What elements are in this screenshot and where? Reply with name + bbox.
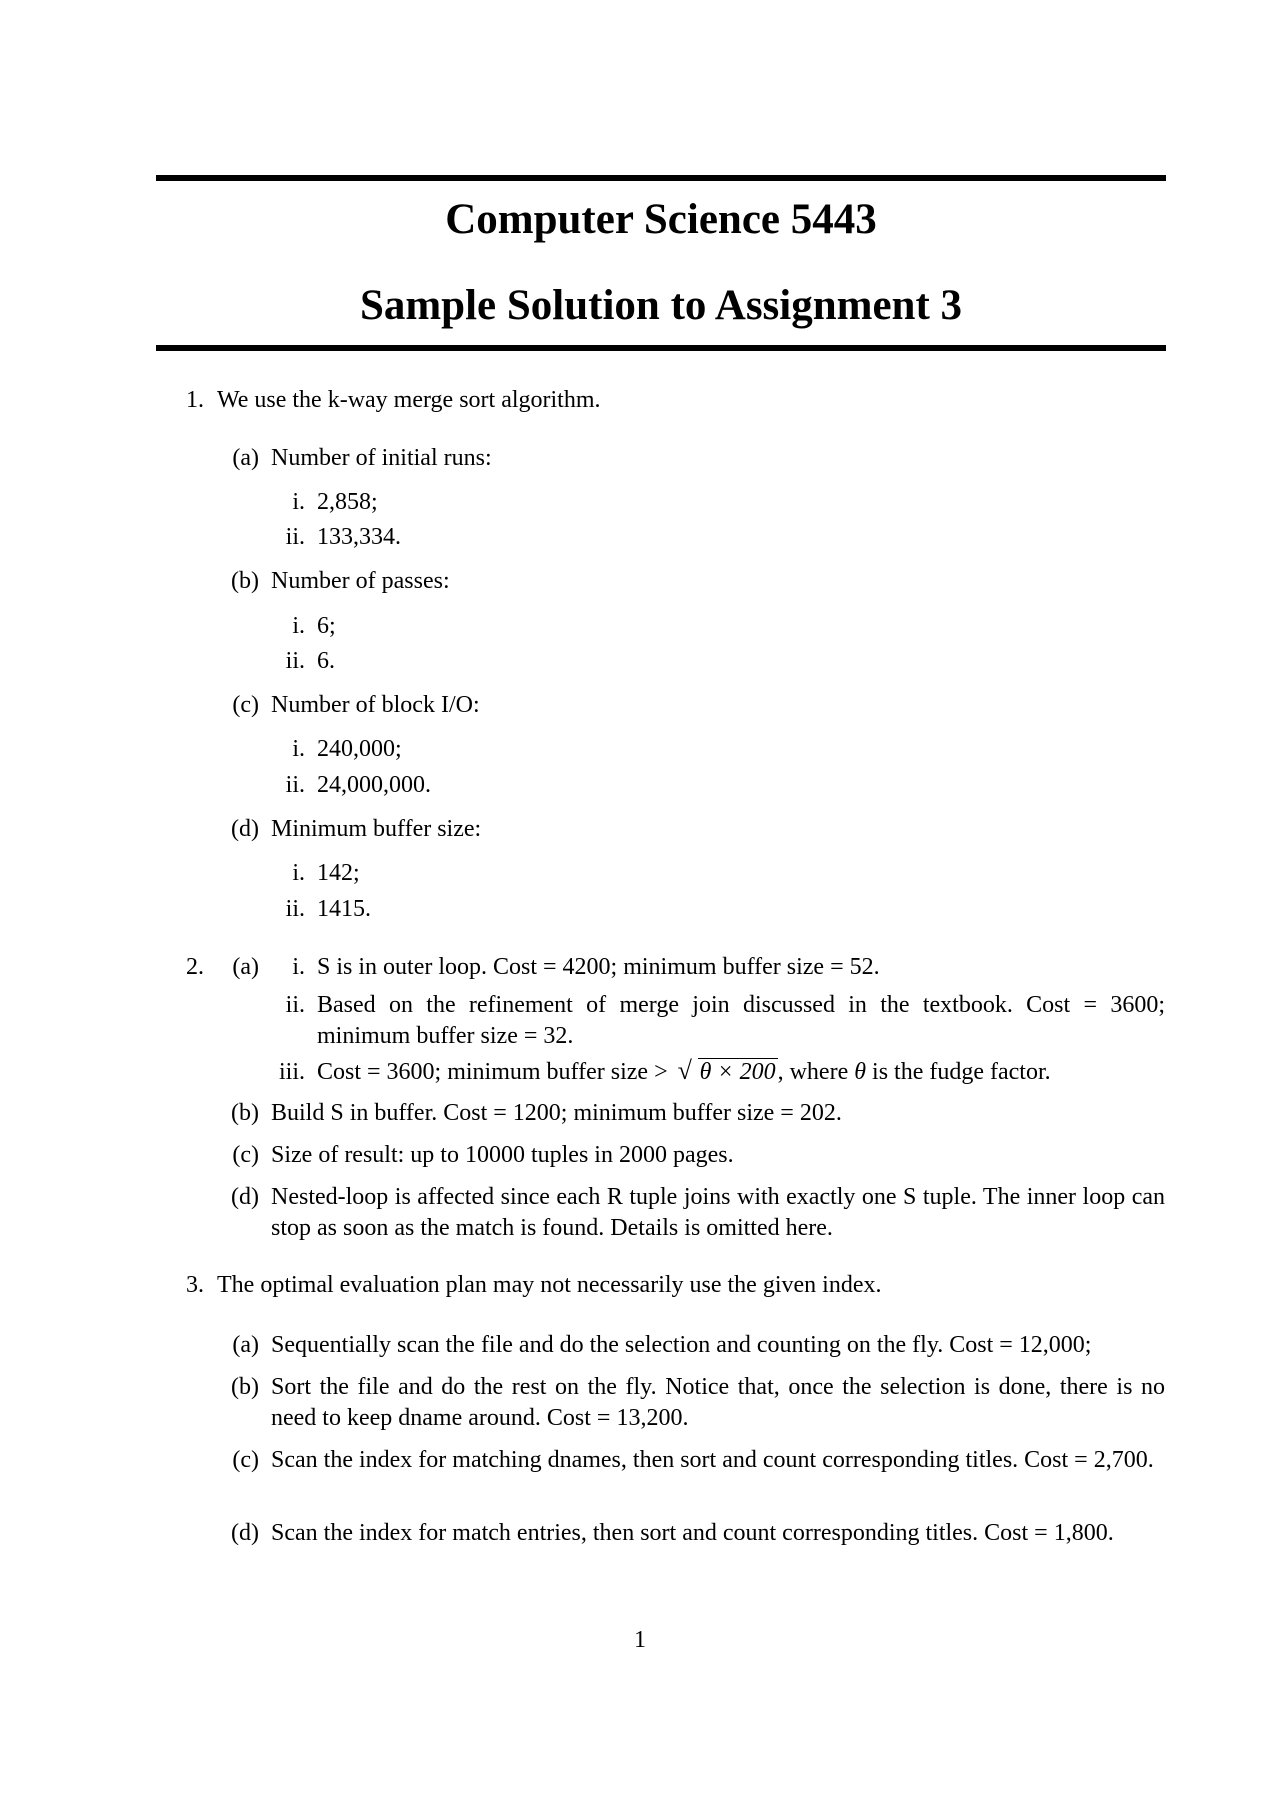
q2a-iii-text-before: Cost = 3600; minimum buffer size > bbox=[317, 1059, 668, 1085]
q2a-iii-label: iii. bbox=[278, 1059, 305, 1085]
top-rule bbox=[156, 175, 1166, 181]
q3b-text: Sort the file and do the rest on the fly. Notice that, once the selection is done, there is no need to keep dname around. Cost = 13,200. bbox=[271, 1374, 1165, 1431]
q1c-i-text: 240,000; bbox=[317, 736, 402, 762]
q2a-iii-text bbox=[317, 1057, 1051, 1088]
sqrt-symbol: √ bbox=[677, 1056, 692, 1085]
page-subtitle: Sample Solution to Assignment 3 bbox=[359, 282, 963, 329]
q1a-ii-text: 133,334. bbox=[317, 524, 401, 550]
q1d-text: Minimum buffer size: bbox=[271, 816, 482, 842]
q1a-ii-label: ii. bbox=[285, 524, 305, 550]
q2a-ii-label: ii. bbox=[285, 992, 305, 1018]
q1c-ii-label: ii. bbox=[285, 772, 305, 798]
q1a-i-label: i. bbox=[292, 489, 305, 515]
q1c-text: Number of block I/O: bbox=[271, 692, 480, 718]
q1c-label: (c) bbox=[232, 692, 259, 718]
q1-label: 1. bbox=[186, 387, 204, 413]
q1a-label: (a) bbox=[232, 445, 259, 471]
q2b-text: Build S in buffer. Cost = 1200; minimum buffer size = 202. bbox=[271, 1100, 842, 1126]
q1b-text: Number of passes: bbox=[271, 568, 450, 594]
q2a-label: (a) bbox=[232, 954, 259, 980]
q3d-text: Scan the index for match entries, then sort and count corresponding titles. Cost = 1,800. bbox=[271, 1520, 1114, 1546]
theta-symbol: θ bbox=[854, 1059, 867, 1085]
q3b-label: (b) bbox=[231, 1374, 259, 1400]
q1b-ii-label: ii. bbox=[285, 648, 305, 674]
q1d-i-label: i. bbox=[292, 860, 305, 886]
q1a-text: Number of initial runs: bbox=[271, 445, 492, 471]
q1d-ii-label: ii. bbox=[285, 896, 305, 922]
q2a-i-label: i. bbox=[292, 954, 305, 980]
q2a-iii-text-after: is the fudge factor. bbox=[872, 1059, 1051, 1085]
q2c-text: Size of result: up to 10000 tuples in 2000 pages. bbox=[271, 1142, 734, 1168]
page-title: Computer Science 5443 bbox=[445, 196, 877, 243]
q2d-text: Nested-loop is affected since each R tuple joins with exactly one S tuple. The inner loop can stop as soon as the match is found. Details is omitted here. bbox=[271, 1184, 1165, 1241]
q3a-text: Sequentially scan the file and do the selection and counting on the fly. Cost = 12,000; bbox=[271, 1332, 1092, 1358]
q1a-i-text: 2,858; bbox=[317, 489, 378, 515]
q2-label: 2. bbox=[186, 954, 204, 980]
q1b-i-text: 6; bbox=[317, 613, 336, 639]
q3a-label: (a) bbox=[232, 1332, 259, 1358]
q1b-i-label: i. bbox=[292, 613, 305, 639]
q1-text: We use the k-way merge sort algorithm. bbox=[217, 387, 601, 413]
q1b-ii-text: 6. bbox=[317, 648, 335, 674]
sqrt-radicand: θ × 200 bbox=[699, 1059, 776, 1085]
q1d-label: (d) bbox=[231, 816, 259, 842]
q3-label: 3. bbox=[186, 1272, 204, 1298]
q2b-label: (b) bbox=[231, 1100, 259, 1126]
q1d-i-text: 142; bbox=[317, 860, 360, 886]
q2a-ii-text: Based on the refinement of merge join discussed in the textbook. Cost = 3600; minimum buffer size = 32. bbox=[317, 992, 1165, 1049]
page-number: 1 bbox=[634, 1627, 646, 1653]
q1d-ii-text: 1415. bbox=[317, 896, 371, 922]
q1c-ii-text: 24,000,000. bbox=[317, 772, 431, 798]
q1c-i-label: i. bbox=[292, 736, 305, 762]
q1b-label: (b) bbox=[231, 568, 259, 594]
q3c-text: Scan the index for matching dnames, then sort and count corresponding titles. Cost = 2,700. bbox=[271, 1447, 1154, 1473]
q2c-label: (c) bbox=[232, 1142, 259, 1168]
q2d-label: (d) bbox=[231, 1184, 259, 1210]
q3d-label: (d) bbox=[231, 1520, 259, 1546]
q3-text: The optimal evaluation plan may not necessarily use the given index. bbox=[217, 1272, 882, 1298]
q2a-i-text: S is in outer loop. Cost = 4200; minimum buffer size = 52. bbox=[317, 954, 880, 980]
q3c-label: (c) bbox=[232, 1447, 259, 1473]
q2a-iii-text-middle: , where bbox=[777, 1059, 849, 1085]
bottom-rule bbox=[156, 345, 1166, 351]
sqrt-expression bbox=[678, 1057, 778, 1088]
